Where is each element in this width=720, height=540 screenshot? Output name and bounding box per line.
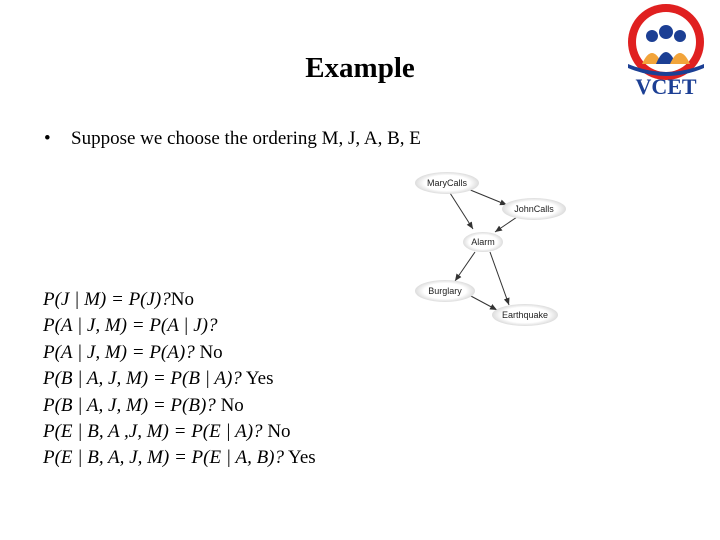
edge-john-alarm — [495, 217, 517, 232]
question-expr: P(B | A, J, M) = P(B)? — [43, 394, 216, 416]
question-expr: P(A | J, M) = P(A)? — [43, 341, 195, 363]
node-earthquake — [492, 304, 558, 326]
question-answer: No — [220, 394, 244, 416]
question-line — [43, 340, 316, 366]
bullet-icon: • — [44, 128, 51, 149]
question-line — [43, 366, 316, 392]
question-expr: P(E | B, A ,J, M) = P(E | A)? — [43, 421, 263, 443]
question-line — [43, 445, 316, 471]
independence-questions — [43, 287, 316, 472]
node-alarm — [463, 232, 503, 252]
question-expr: P(A | J, M) = P(A | J)? — [43, 315, 218, 337]
question-line — [43, 313, 316, 339]
question-expr: P(E | B, A, J, M) = P(E | A, B)? — [43, 447, 284, 469]
bullet-item — [44, 128, 421, 150]
edge-alarm-burglary — [455, 252, 475, 281]
node-burglary-label: Burglary — [428, 286, 462, 296]
question-answer: Yes — [288, 447, 316, 469]
edge-burglary-earthquake — [469, 295, 497, 310]
logo-text: VCET — [635, 74, 697, 98]
bullet-text: Suppose we choose the ordering M, J, A, B, E — [71, 128, 421, 149]
question-answer: No — [170, 289, 194, 310]
question-line — [43, 393, 316, 419]
node-mary-label: MaryCalls — [426, 178, 468, 188]
edge-alarm-earthquake — [490, 252, 509, 305]
node-john-label: JohnCalls — [514, 204, 554, 214]
node-alarm-label: Alarm — [471, 237, 495, 247]
node-mary-calls — [415, 172, 479, 194]
edge-mary-alarm — [450, 193, 473, 229]
question-expr: P(B | A, J, M) = P(B | A)? — [43, 368, 242, 390]
question-answer: No — [199, 341, 223, 363]
question-line — [43, 287, 316, 313]
question-line — [43, 419, 316, 445]
question-answer: No — [267, 421, 291, 443]
node-earthquake-label: Earthquake — [501, 310, 549, 320]
bayes-network-diagram — [405, 165, 575, 335]
node-burglary — [415, 280, 475, 302]
slide-title: Example — [305, 52, 415, 84]
question-expr: P(J | M) = P(J)? — [43, 289, 171, 310]
node-john-calls — [502, 198, 566, 220]
question-answer: Yes — [245, 368, 274, 390]
